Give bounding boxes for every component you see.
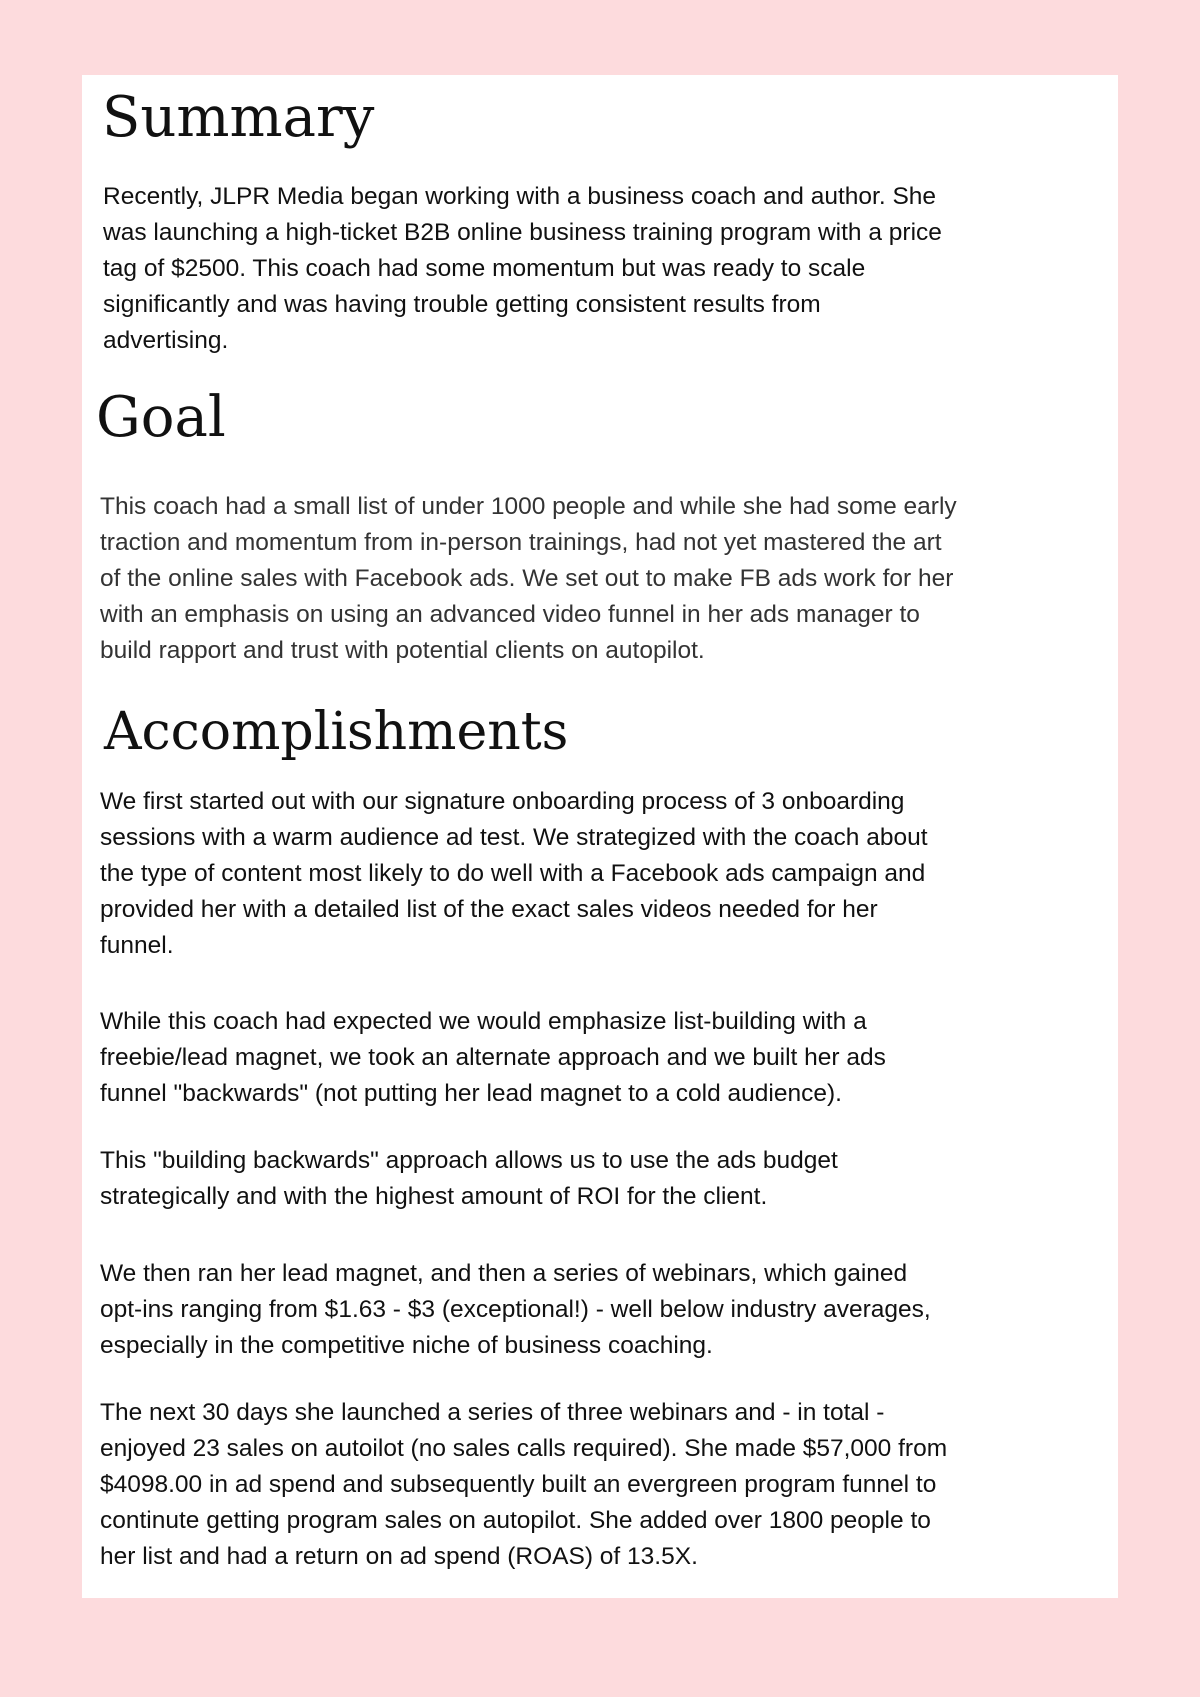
accomplishments-line: $4098.00 in ad spend and subsequently built an evergreen program funnel to — [100, 1471, 937, 1498]
accomplishments-line: funnel "backwards" (not putting her lead magnet to a cold audience). — [100, 1080, 842, 1107]
summary-line: was launching a high-ticket B2B online business training program with a price — [103, 219, 942, 246]
accomplishments-line: freebie/lead magnet, we took an alternate approach and we built her ads — [100, 1044, 886, 1071]
accomplishments-paragraph — [100, 1256, 931, 1364]
accomplishments-line: opt-ins ranging from $1.63 - $3 (exceptional!) - well below industry averages, — [100, 1296, 931, 1323]
accomplishments-line: We then ran her lead magnet, and then a series of webinars, which gained — [100, 1260, 908, 1287]
accomplishments-line: provided her with a detailed list of the exact sales videos needed for her — [100, 896, 878, 923]
accomplishments-line: strategically and with the highest amount of ROI for the client. — [100, 1183, 768, 1210]
accomplishments-line: especially in the competitive niche of business coaching. — [100, 1332, 713, 1359]
accomplishments-line: sessions with a warm audience ad test. We strategized with the coach about — [100, 824, 928, 851]
accomplishments-paragraph — [100, 1143, 838, 1215]
summary-line: advertising. — [103, 327, 229, 354]
summary-heading: Summary — [102, 85, 375, 150]
accomplishments-line: her list and had a return on ad spend (ROAS) of 13.5X. — [100, 1543, 698, 1570]
accomplishments-line: While this coach had expected we would emphasize list-building with a — [100, 1008, 867, 1035]
goal-line: build rapport and trust with potential clients on autopilot. — [100, 637, 705, 664]
accomplishments-line: enjoyed 23 sales on autoilot (no sales calls required). She made $57,000 from — [100, 1435, 948, 1462]
summary-paragraph — [103, 179, 942, 359]
summary-line: Recently, JLPR Media began working with a business coach and author. She — [103, 183, 937, 210]
accomplishments-line: We first started out with our signature onboarding process of 3 onboarding — [100, 788, 905, 815]
goal-line: with an emphasis on using an advanced video funnel in her ads manager to — [100, 601, 920, 628]
accomplishments-line: continute getting program sales on autopilot. She added over 1800 people to — [100, 1507, 931, 1534]
content-card — [82, 75, 1118, 1598]
summary-line: tag of $2500. This coach had some momentum but was ready to scale — [103, 255, 866, 282]
accomplishments-line: The next 30 days she launched a series of three webinars and - in total - — [100, 1399, 885, 1426]
accomplishments-line: funnel. — [100, 932, 174, 959]
goal-paragraph — [100, 489, 957, 669]
accomplishments-paragraph — [100, 1004, 886, 1112]
summary-line: significantly and was having trouble getting consistent results from — [103, 291, 821, 318]
accomplishments-line: the type of content most likely to do well with a Facebook ads campaign and — [100, 860, 926, 887]
goal-line: traction and momentum from in-person trainings, had not yet mastered the art — [100, 529, 942, 556]
goal-heading: Goal — [96, 385, 226, 450]
accomplishments-line: This "building backwards" approach allows us to use the ads budget — [100, 1147, 838, 1174]
accomplishments-paragraph — [100, 1395, 947, 1575]
goal-line: of the online sales with Facebook ads. We set out to make FB ads work for her — [100, 565, 954, 592]
accomplishments-heading: Accomplishments — [104, 702, 569, 762]
goal-line: This coach had a small list of under 1000 people and while she had some early — [100, 493, 957, 520]
accomplishments-paragraph — [100, 784, 928, 964]
